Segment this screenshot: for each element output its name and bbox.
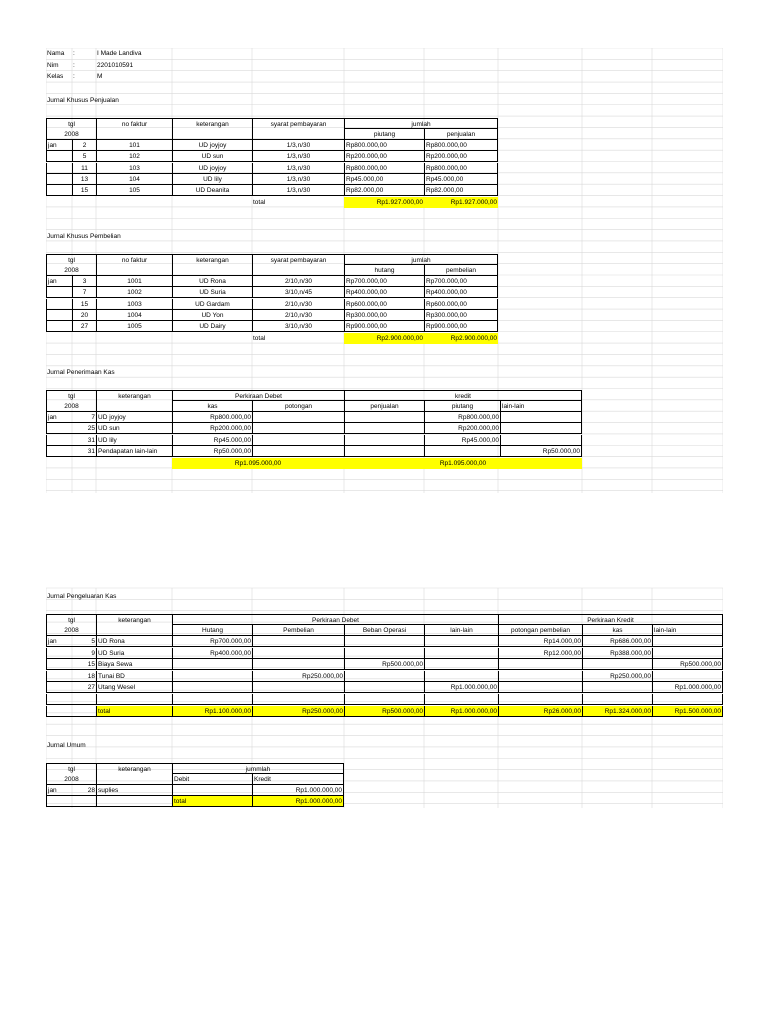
penerimaan-ket[interactable]: UD lily [96, 435, 172, 446]
kelas-sep: : [73, 73, 75, 80]
penerimaan-piutang[interactable]: Rp200.000,00 [424, 423, 500, 434]
pengeluaran-hutang[interactable] [172, 671, 252, 682]
pengeluaran-lain[interactable] [424, 659, 498, 670]
penerimaan-day[interactable]: 25 [72, 423, 96, 434]
penjualan-total-label: total [253, 199, 266, 206]
pembelian-day[interactable]: 7 [72, 287, 96, 298]
pengeluaran-potongan[interactable] [498, 659, 582, 670]
penjualan-col-b[interactable]: Rp200.000,00 [424, 151, 498, 162]
penjualan-h-penjualan: penjualan [424, 129, 498, 140]
umum-kredit[interactable]: Rp1.000.000,00 [252, 785, 344, 796]
penjualan-h-faktur: no faktur [96, 118, 172, 129]
pembelian-h-pembelian: pembelian [424, 265, 498, 276]
penjualan-col-b[interactable]: Rp45.000,00 [424, 174, 498, 185]
pengeluaran-lain2[interactable] [652, 648, 723, 659]
penjualan-ket[interactable]: UD joyjoy [172, 163, 252, 174]
penjualan-col-a[interactable]: Rp200.000,00 [344, 151, 424, 162]
pengeluaran-kas[interactable]: Rp388.000,00 [582, 648, 652, 659]
pengeluaran-lain[interactable] [424, 694, 498, 705]
penjualan-h-ket-blank [172, 129, 252, 140]
pengeluaran-lain[interactable] [424, 671, 498, 682]
pengeluaran-ket[interactable] [96, 694, 172, 705]
pengeluaran-beban[interactable]: Rp500.000,00 [344, 659, 424, 670]
pembelian-h-syarat: syarat pembayaran [252, 254, 344, 265]
penerimaan-kas[interactable]: Rp45.000,00 [172, 435, 252, 446]
pengeluaran-pembelian[interactable] [252, 694, 344, 705]
penerimaan-piutang[interactable] [424, 446, 500, 457]
pengeluaran-pembelian[interactable] [252, 648, 344, 659]
pengeluaran-pembelian[interactable] [252, 659, 344, 670]
pembelian-faktur[interactable]: 1005 [96, 321, 172, 332]
umum-blank-tgl [46, 796, 96, 807]
penjualan-total-piutang[interactable]: Rp1.927.000,00 [344, 197, 424, 208]
pengeluaran-h-pembelian: Pembelian [252, 625, 344, 636]
pengeluaran-h-tgl: tgl [46, 614, 96, 625]
pembelian-col-b[interactable]: Rp600.000,00 [424, 299, 498, 310]
penerimaan-kas[interactable]: Rp800.000,00 [172, 412, 252, 423]
pengeluaran-lain2[interactable] [652, 671, 723, 682]
pembelian-col-a[interactable]: Rp300.000,00 [344, 310, 424, 321]
pembelian-col-a[interactable]: Rp400.000,00 [344, 287, 424, 298]
penerimaan-h-ket-blank [96, 401, 172, 412]
penjualan-h-ket: keterangan [172, 118, 252, 129]
pembelian-h-tgl: tgl [46, 254, 96, 265]
umum-day[interactable]: 28 [72, 785, 96, 796]
pengeluaran-total-kas[interactable]: Rp1.324.000,00 [582, 706, 652, 717]
pengeluaran-day[interactable] [72, 694, 96, 705]
pengeluaran-ket[interactable]: UD Suria [96, 648, 172, 659]
penjualan-col-a[interactable]: Rp82.000,00 [344, 185, 424, 196]
penjualan-syarat[interactable]: 1/3,n/30 [252, 140, 344, 151]
pengeluaran-total-hutang[interactable]: Rp1.100.000,00 [172, 706, 252, 717]
pengeluaran-potongan[interactable] [498, 682, 582, 693]
penerimaan-potongan[interactable] [252, 446, 344, 457]
penerimaan-h-lain: lain-lain [500, 401, 582, 412]
pengeluaran-total-beban[interactable]: Rp500.000,00 [344, 706, 424, 717]
pengeluaran-h-kas: kas [582, 625, 652, 636]
pengeluaran-total-lain2[interactable]: Rp1.500.000,00 [652, 706, 723, 717]
pengeluaran-h-kredit: Perkiraan Kredit [498, 614, 723, 625]
penjualan-col-b[interactable]: Rp800.000,00 [424, 163, 498, 174]
pembelian-day[interactable]: 3 [72, 276, 96, 287]
pembelian-h-faktur: no faktur [96, 254, 172, 265]
penerimaan-potongan[interactable] [252, 423, 344, 434]
pembelian-day[interactable]: 20 [72, 310, 96, 321]
penjualan-faktur[interactable]: 101 [96, 140, 172, 151]
penjualan-syarat[interactable]: 1/3,n/30 [252, 174, 344, 185]
pengeluaran-pembelian[interactable]: Rp250.000,00 [252, 671, 344, 682]
penjualan-day[interactable]: 13 [72, 174, 96, 185]
penerimaan-kas[interactable]: Rp200.000,00 [172, 423, 252, 434]
pembelian-h-ket-blank [172, 265, 252, 276]
pengeluaran-total-label: total [96, 706, 172, 717]
penerimaan-day[interactable]: 31 [72, 446, 96, 457]
penjualan-col-b[interactable]: Rp800.000,00 [424, 140, 498, 151]
pembelian-month[interactable] [46, 287, 72, 298]
pembelian-h-faktur-blank [96, 265, 172, 276]
umum-h-ket-blank [96, 774, 172, 785]
pengeluaran-h-beban: Beban Operasi [344, 625, 424, 636]
pembelian-faktur[interactable]: 1004 [96, 310, 172, 321]
pengeluaran-beban[interactable] [344, 671, 424, 682]
umum-year: 2008 [46, 774, 96, 785]
pengeluaran-month[interactable] [46, 682, 72, 693]
penerimaan-month[interactable] [46, 446, 72, 457]
pembelian-ket[interactable]: UD Rona [172, 276, 252, 287]
penjualan-syarat[interactable]: 1/3,n/30 [252, 185, 344, 196]
penjualan-day[interactable]: 15 [72, 185, 96, 196]
nama-value[interactable]: I Made Landiva [97, 50, 142, 57]
pembelian-faktur[interactable]: 1001 [96, 276, 172, 287]
pengeluaran-potongan[interactable]: Rp14.000,00 [498, 636, 582, 647]
pembelian-syarat[interactable]: 2/10,n/30 [252, 299, 344, 310]
pengeluaran-lain2[interactable]: Rp1.000.000,00 [652, 682, 723, 693]
pembelian-month[interactable] [46, 299, 72, 310]
pengeluaran-lain[interactable] [424, 648, 498, 659]
pembelian-col-a[interactable]: Rp700.000,00 [344, 276, 424, 287]
pengeluaran-month[interactable] [46, 648, 72, 659]
penjualan-col-b[interactable]: Rp82.000,00 [424, 185, 498, 196]
penjualan-month[interactable] [46, 185, 72, 196]
penjualan-h-tgl: tgl [46, 118, 96, 129]
penjualan-day[interactable]: 5 [72, 151, 96, 162]
pembelian-day[interactable]: 27 [72, 321, 96, 332]
penerimaan-ket[interactable]: UD joyjoy [96, 412, 172, 423]
pengeluaran-day[interactable]: 27 [72, 682, 96, 693]
pembelian-day[interactable]: 15 [72, 299, 96, 310]
umum-ket[interactable]: suplies [96, 785, 172, 796]
pengeluaran-h-potongan: potongan pembelian [498, 625, 582, 636]
pengeluaran-total-potongan[interactable]: Rp26.000,00 [498, 706, 582, 717]
penjualan-faktur[interactable]: 105 [96, 185, 172, 196]
pengeluaran-pembelian[interactable] [252, 636, 344, 647]
pengeluaran-h-ket: keterangan [96, 614, 172, 625]
umum-h-ket: keterangan [96, 763, 172, 774]
pembelian-faktur[interactable]: 1002 [96, 287, 172, 298]
pengeluaran-beban[interactable] [344, 682, 424, 693]
pembelian-h-ket: keterangan [172, 254, 252, 265]
pembelian-col-b[interactable]: Rp900.000,00 [424, 321, 498, 332]
penerimaan-ket[interactable]: UD sun [96, 423, 172, 434]
umum-title: Jurnal Umum [47, 742, 86, 749]
pengeluaran-total-tgl-blank [46, 706, 96, 717]
pengeluaran-month[interactable] [46, 694, 72, 705]
penerimaan-penjualan[interactable] [344, 446, 424, 457]
pembelian-month[interactable]: jan [46, 276, 72, 287]
penerimaan-month[interactable]: jan [46, 412, 72, 423]
pengeluaran-day[interactable]: 15 [72, 659, 96, 670]
pembelian-faktur[interactable]: 1003 [96, 299, 172, 310]
pengeluaran-total-pembelian[interactable]: Rp250.000,00 [252, 706, 344, 717]
penjualan-syarat[interactable]: 1/3,n/30 [252, 163, 344, 174]
penjualan-faktur[interactable]: 102 [96, 151, 172, 162]
penerimaan-potongan[interactable] [252, 412, 344, 423]
pengeluaran-h-ket-blank [96, 625, 172, 636]
penjualan-faktur[interactable]: 104 [96, 174, 172, 185]
penerimaan-title: Jurnal Penerimaan Kas [47, 369, 115, 376]
pembelian-total-label: total [253, 335, 266, 342]
umum-h-jumlah: jummlah [172, 763, 344, 774]
penjualan-month[interactable] [46, 174, 72, 185]
penerimaan-day[interactable]: 31 [72, 435, 96, 446]
penerimaan-piutang[interactable]: Rp45.000,00 [424, 435, 500, 446]
penjualan-col-a[interactable]: Rp800.000,00 [344, 163, 424, 174]
pengeluaran-h-hutang: Hutang [172, 625, 252, 636]
pembelian-year: 2008 [46, 265, 96, 276]
pengeluaran-h-debet: Perkiraan Debet [172, 614, 498, 625]
umum-h-tgl: tgl [46, 763, 96, 774]
pembelian-title: Jurnal Khusus Pembelian [47, 233, 121, 240]
umum-h-kredit: Kredit [252, 774, 344, 785]
pengeluaran-lain2[interactable]: Rp500.000,00 [652, 659, 723, 670]
pengeluaran-hutang[interactable]: Rp700.000,00 [172, 636, 252, 647]
penjualan-month[interactable] [46, 163, 72, 174]
pembelian-syarat[interactable]: 2/10,n/30 [252, 310, 344, 321]
umum-month[interactable]: jan [46, 785, 72, 796]
pengeluaran-total-lain[interactable]: Rp1.000.000,00 [424, 706, 498, 717]
penjualan-syarat[interactable]: 1/3,n/30 [252, 151, 344, 162]
pengeluaran-hutang[interactable] [172, 694, 252, 705]
pengeluaran-ket[interactable]: UD Rona [96, 636, 172, 647]
pengeluaran-lain2[interactable] [652, 694, 723, 705]
penerimaan-penjualan[interactable] [344, 435, 424, 446]
nama-label: Nama [47, 50, 65, 57]
penerimaan-lain[interactable] [500, 435, 582, 446]
pembelian-ket[interactable]: UD Gardam [172, 299, 252, 310]
nim-label: Nim [47, 62, 59, 69]
penjualan-h-piutang: piutang [344, 129, 424, 140]
penjualan-ket[interactable]: UD joyjoy [172, 140, 252, 151]
pengeluaran-kas[interactable]: Rp686.000,00 [582, 636, 652, 647]
pengeluaran-lain[interactable]: Rp1.000.000,00 [424, 682, 498, 693]
penjualan-col-a[interactable]: Rp800.000,00 [344, 140, 424, 151]
penjualan-month[interactable] [46, 151, 72, 162]
penjualan-total-penjualan[interactable]: Rp1.927.000,00 [424, 197, 498, 208]
pengeluaran-potongan[interactable]: Rp12.000,00 [498, 648, 582, 659]
penerimaan-h-tgl: tgl [46, 390, 96, 401]
pengeluaran-day[interactable]: 9 [72, 648, 96, 659]
penerimaan-lain[interactable] [500, 423, 582, 434]
penjualan-h-jumlah: jumlah [344, 118, 498, 129]
pembelian-total-pembelian[interactable]: Rp2.900.000,00 [424, 333, 498, 344]
pengeluaran-year: 2008 [46, 625, 96, 636]
umum-debit[interactable] [172, 785, 252, 796]
penjualan-day[interactable]: 11 [72, 163, 96, 174]
umum-total-kredit[interactable]: Rp1.000.000,00 [252, 796, 344, 807]
penerimaan-kas[interactable]: Rp50.000,00 [172, 446, 252, 457]
penerimaan-lain[interactable]: Rp50.000,00 [500, 446, 582, 457]
pembelian-syarat[interactable]: 2/10,n/30 [252, 276, 344, 287]
pembelian-col-b[interactable]: Rp700.000,00 [424, 276, 498, 287]
kelas-label: Kelas [47, 73, 64, 80]
penerimaan-month[interactable] [46, 423, 72, 434]
penjualan-year: 2008 [46, 129, 96, 140]
pengeluaran-kas[interactable] [582, 682, 652, 693]
penerimaan-ket[interactable]: Pendapatan lain-lain [96, 446, 172, 457]
pengeluaran-pembelian[interactable] [252, 682, 344, 693]
pengeluaran-beban[interactable] [344, 648, 424, 659]
pengeluaran-lain2[interactable] [652, 636, 723, 647]
pembelian-col-a[interactable]: Rp900.000,00 [344, 321, 424, 332]
penerimaan-h-debet: Perkiraan Debet [172, 390, 344, 401]
penerimaan-piutang[interactable]: Rp800.000,00 [424, 412, 500, 423]
penjualan-title: Jurnal Khusus Penjualan [47, 97, 119, 104]
pembelian-month[interactable] [46, 321, 72, 332]
penjualan-ket[interactable]: UD Deanita [172, 185, 252, 196]
penerimaan-h-potongan: potongan [252, 401, 344, 412]
penjualan-ket[interactable]: UD lily [172, 174, 252, 185]
pengeluaran-kas[interactable] [582, 659, 652, 670]
pembelian-ket[interactable]: UD Suria [172, 287, 252, 298]
nim-value[interactable]: 2201010591 [97, 62, 134, 69]
pembelian-h-hutang: hutang [344, 265, 424, 276]
pembelian-h-jumlah: jumlah [344, 254, 498, 265]
penjualan-col-a[interactable]: Rp45.000,00 [344, 174, 424, 185]
pembelian-col-a[interactable]: Rp600.000,00 [344, 299, 424, 310]
pengeluaran-day[interactable]: 18 [72, 671, 96, 682]
pembelian-ket[interactable]: UD Dairy [172, 321, 252, 332]
penerimaan-day[interactable]: 7 [72, 412, 96, 423]
pengeluaran-month[interactable]: jan [46, 636, 72, 647]
penerimaan-total-kredit[interactable]: Rp1.095.000,00 [344, 458, 582, 469]
pembelian-month[interactable] [46, 310, 72, 321]
pengeluaran-month[interactable] [46, 659, 72, 670]
pengeluaran-beban[interactable] [344, 636, 424, 647]
penerimaan-h-kas: kas [172, 401, 252, 412]
pengeluaran-h-lain2: lain-lain [652, 625, 723, 636]
umum-h-debit: Debit [172, 774, 252, 785]
pengeluaran-kas[interactable] [582, 694, 652, 705]
penerimaan-potongan[interactable] [252, 435, 344, 446]
penjualan-ket[interactable]: UD sun [172, 151, 252, 162]
pengeluaran-ket[interactable]: Utang Wesel [96, 682, 172, 693]
umum-blank-ket [96, 796, 172, 807]
pengeluaran-ket[interactable]: Biaya Sewa [96, 659, 172, 670]
pembelian-total-hutang[interactable]: Rp2.900.000,00 [344, 333, 424, 344]
nama-sep: : [73, 50, 75, 57]
pembelian-syarat[interactable]: 3/10,n/30 [252, 321, 344, 332]
penjualan-month[interactable]: jan [46, 140, 72, 151]
pembelian-ket[interactable]: UD Yon [172, 310, 252, 321]
penerimaan-penjualan[interactable] [344, 412, 424, 423]
pengeluaran-beban[interactable] [344, 694, 424, 705]
pembelian-col-b[interactable]: Rp400.000,00 [424, 287, 498, 298]
pengeluaran-kas[interactable]: Rp250.000,00 [582, 671, 652, 682]
penjualan-h-syarat: syarat pembayaran [252, 118, 344, 129]
penerimaan-year: 2008 [46, 401, 96, 412]
pengeluaran-potongan[interactable] [498, 671, 582, 682]
pengeluaran-day[interactable]: 5 [72, 636, 96, 647]
pengeluaran-potongan[interactable] [498, 694, 582, 705]
pengeluaran-title: Jurnal Pengeluaran Kas [47, 593, 117, 600]
pengeluaran-ket[interactable]: Tunai BD [96, 671, 172, 682]
penjualan-day[interactable]: 2 [72, 140, 96, 151]
penjualan-faktur[interactable]: 103 [96, 163, 172, 174]
pembelian-h-syarat-blank [252, 265, 344, 276]
penjualan-h-syarat-blank [252, 129, 344, 140]
pengeluaran-h-lain: lain-lain [424, 625, 498, 636]
umum-total-label: total [172, 796, 252, 807]
penjualan-h-faktur-blank [96, 129, 172, 140]
pengeluaran-hutang[interactable] [172, 659, 252, 670]
penerimaan-total-debet[interactable]: Rp1.095.000,00 [172, 458, 344, 469]
penerimaan-month[interactable] [46, 435, 72, 446]
pembelian-col-b[interactable]: Rp300.000,00 [424, 310, 498, 321]
nim-sep: : [73, 62, 75, 69]
pembelian-syarat[interactable]: 3/10,n/45 [252, 287, 344, 298]
pengeluaran-hutang[interactable] [172, 682, 252, 693]
penerimaan-h-kredit: kredit [344, 390, 582, 401]
kelas-value[interactable]: M [97, 73, 103, 80]
pengeluaran-hutang[interactable]: Rp400.000,00 [172, 648, 252, 659]
penerimaan-h-ket: keterangan [96, 390, 172, 401]
penerimaan-lain[interactable] [500, 412, 582, 423]
penerimaan-penjualan[interactable] [344, 423, 424, 434]
pengeluaran-lain[interactable] [424, 636, 498, 647]
penerimaan-h-penjualan: penjualan [344, 401, 424, 412]
penerimaan-h-piutang: piutang [424, 401, 500, 412]
pengeluaran-month[interactable] [46, 671, 72, 682]
